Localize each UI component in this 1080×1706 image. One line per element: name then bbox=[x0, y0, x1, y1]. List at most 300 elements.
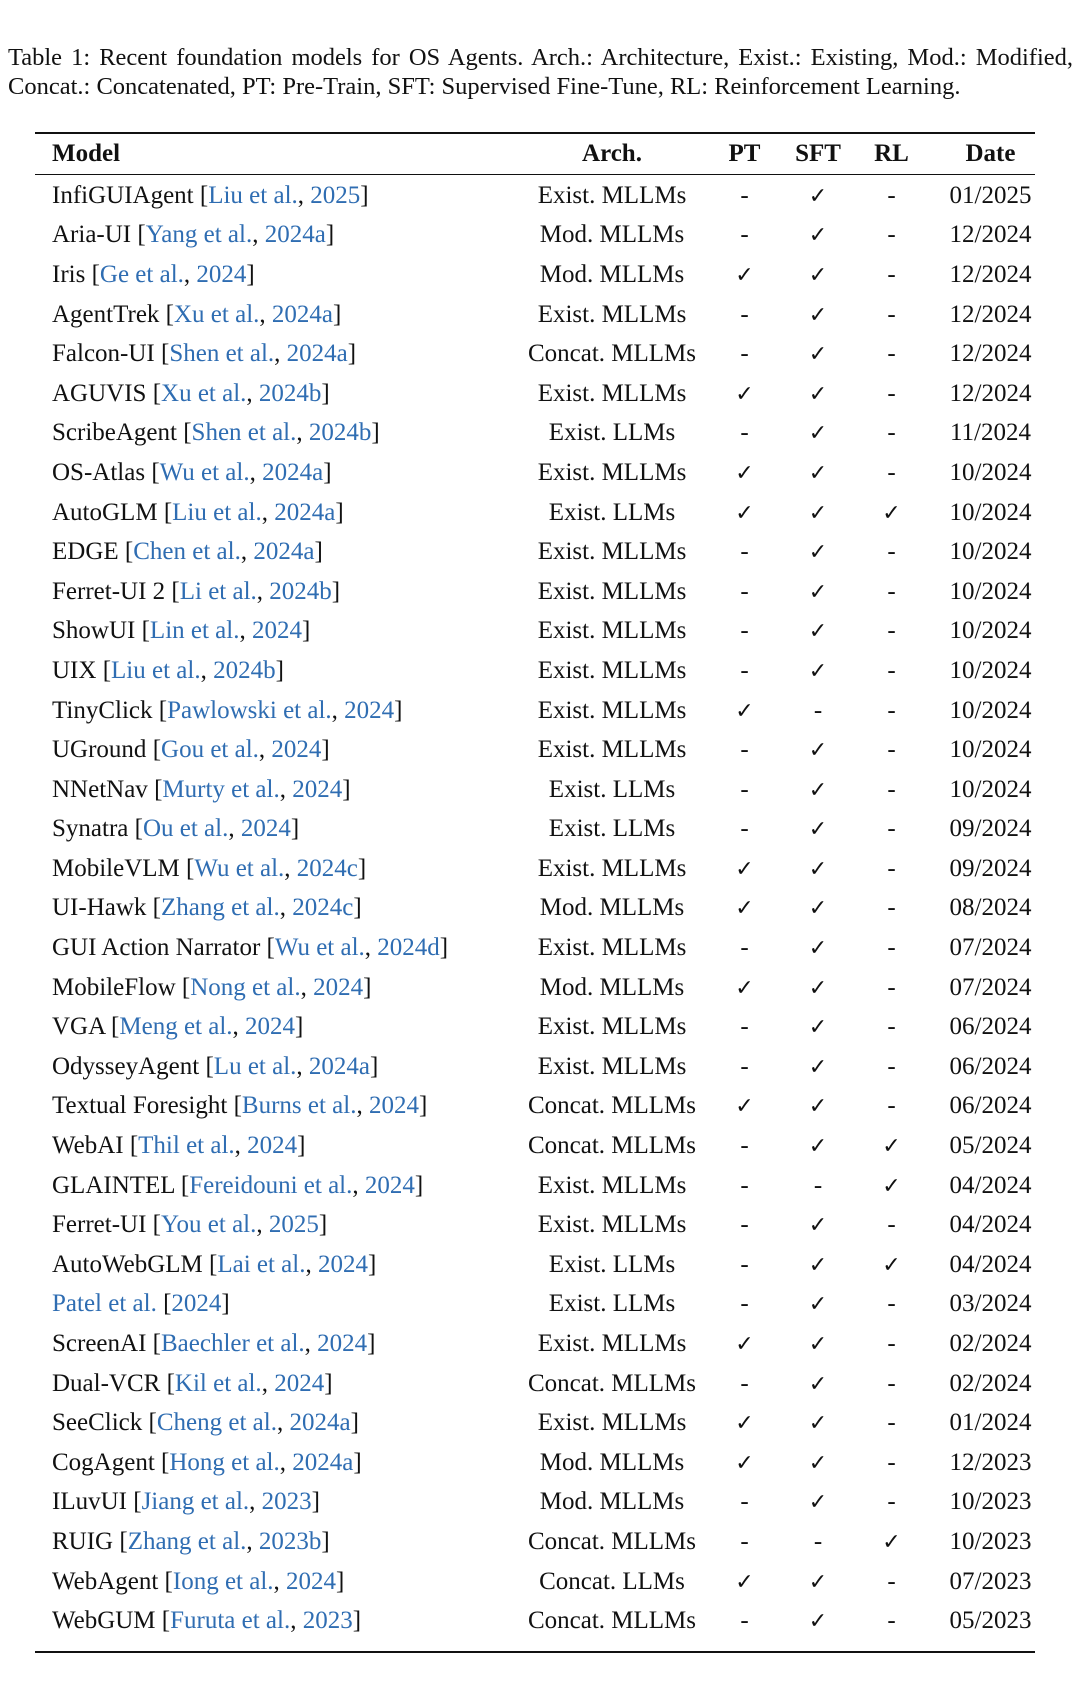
cell-rl bbox=[854, 1285, 929, 1325]
citation-link[interactable]: Gou et al. bbox=[161, 736, 259, 764]
dash-mark: - bbox=[887, 1567, 896, 1595]
cell-date bbox=[929, 810, 1052, 850]
citation-link[interactable]: Liu et al. bbox=[208, 181, 298, 209]
cell-arch-text: Exist. MLLMs bbox=[537, 854, 687, 882]
model-name: WebAgent bbox=[52, 1567, 159, 1595]
citation-link[interactable]: Thil et al. bbox=[138, 1132, 235, 1160]
cell-model: Ferret-UI 2 [Li et al., 2024b] bbox=[52, 577, 341, 605]
cell-rl bbox=[854, 849, 929, 889]
dash-mark: - bbox=[887, 973, 896, 1001]
checkmark-icon: ✓ bbox=[808, 1371, 828, 1397]
cell-date-text: 08/2024 bbox=[949, 894, 1032, 922]
cell-sft bbox=[782, 255, 854, 295]
citation-link[interactable]: Chen et al. bbox=[133, 538, 241, 566]
citation-year-link[interactable]: 2024 bbox=[317, 1330, 368, 1358]
cell-arch-text: Exist. MLLMs bbox=[537, 1171, 687, 1199]
citation-link[interactable]: Liu et al. bbox=[111, 656, 201, 684]
cell-arch bbox=[517, 691, 707, 731]
citation-link[interactable]: Lin et al. bbox=[149, 617, 240, 645]
citation-year-link[interactable]: 2024b bbox=[258, 379, 322, 407]
citation-year-link[interactable]: 2024 bbox=[292, 775, 343, 803]
dash-mark: - bbox=[887, 1448, 896, 1476]
cell-arch bbox=[517, 1087, 707, 1127]
cell-pt bbox=[707, 968, 782, 1008]
table-row bbox=[35, 1047, 1052, 1087]
table-row bbox=[35, 295, 1052, 335]
table-header-row bbox=[35, 134, 1052, 174]
dash-mark: - bbox=[887, 458, 896, 486]
cell-date-text: 12/2024 bbox=[949, 221, 1032, 249]
citation-year-link[interactable]: 2024a bbox=[262, 458, 324, 486]
cell-arch-text: Exist. LLMs bbox=[548, 775, 676, 803]
cell-date-text: 10/2024 bbox=[949, 538, 1032, 566]
model-name: UGround bbox=[52, 736, 147, 764]
citation-year-link[interactable]: 2024 bbox=[245, 1013, 296, 1041]
cell-rl bbox=[854, 1205, 929, 1245]
header-date: Date bbox=[965, 140, 1016, 167]
citation-link[interactable]: Hong et al. bbox=[169, 1448, 280, 1476]
checkmark-icon: ✓ bbox=[808, 1332, 828, 1358]
citation-year-link[interactable]: 2024b bbox=[213, 656, 276, 684]
cell-rl bbox=[854, 770, 929, 810]
cell-rl bbox=[854, 493, 929, 533]
table-row bbox=[35, 374, 1052, 414]
dash-mark: - bbox=[887, 221, 896, 249]
cell-arch bbox=[517, 651, 707, 691]
cell-rl bbox=[854, 730, 929, 770]
cell-pt bbox=[707, 1087, 782, 1127]
citation-link[interactable]: Lu et al. bbox=[213, 1052, 297, 1080]
cell-rl bbox=[854, 1522, 929, 1562]
cell-rl bbox=[854, 1562, 929, 1602]
cell-date-text: 10/2024 bbox=[949, 775, 1032, 803]
cell-arch-text: Exist. LLMs bbox=[548, 419, 676, 447]
cell-rl bbox=[854, 612, 929, 652]
cell-arch-text: Exist. LLMs bbox=[548, 815, 676, 843]
citation-link[interactable]: Yang et al. bbox=[145, 221, 253, 249]
cell-arch-text: Exist. MLLMs bbox=[537, 1052, 687, 1080]
citation-link[interactable]: Cheng et al. bbox=[156, 1409, 277, 1437]
cell-arch bbox=[517, 216, 707, 256]
cell-arch-text: Concat. MLLMs bbox=[527, 1132, 697, 1160]
cell-date bbox=[929, 1126, 1052, 1166]
citation-year-link[interactable]: 2024c bbox=[292, 894, 354, 922]
checkmark-icon: ✓ bbox=[735, 262, 754, 288]
cell-date bbox=[929, 1601, 1052, 1641]
model-name: GLAINTEL bbox=[52, 1171, 175, 1199]
citation-year-link[interactable]: 2024 bbox=[247, 1132, 298, 1160]
cell-pt bbox=[707, 1364, 782, 1404]
cell-date bbox=[929, 532, 1052, 572]
cell-model: Textual Foresight [Burns et al., 2024] bbox=[52, 1092, 428, 1120]
table-header-rule bbox=[35, 174, 1035, 175]
cell-arch bbox=[517, 1047, 707, 1087]
cell-date-text: 12/2024 bbox=[949, 379, 1032, 407]
citation-year-link[interactable]: 2024b bbox=[308, 419, 372, 447]
dash-mark: - bbox=[740, 656, 749, 684]
cell-date bbox=[929, 1007, 1052, 1047]
cell-model: WebGUM [Furuta et al., 2023] bbox=[52, 1607, 362, 1635]
citation-year-link[interactable]: 2024a bbox=[253, 538, 315, 566]
cell-arch-text: Concat. MLLMs bbox=[527, 1369, 697, 1397]
citation-year-link[interactable]: 2023 bbox=[261, 1488, 312, 1516]
cell-rl bbox=[854, 453, 929, 493]
citation-link[interactable]: Liu et al. bbox=[172, 498, 262, 526]
cell-pt bbox=[707, 414, 782, 454]
cell-arch bbox=[517, 730, 707, 770]
checkmark-icon: ✓ bbox=[735, 381, 754, 407]
citation-year-link[interactable]: 2024 bbox=[364, 1171, 415, 1199]
cell-sft bbox=[782, 334, 854, 374]
citation-link[interactable]: Xu et al. bbox=[174, 300, 260, 328]
dash-mark: - bbox=[887, 1369, 896, 1397]
table-row bbox=[35, 1285, 1052, 1325]
table-row bbox=[35, 1403, 1052, 1443]
citation-year-link[interactable]: 2023 bbox=[302, 1607, 353, 1635]
table-row bbox=[35, 414, 1052, 454]
dash-mark: - bbox=[887, 815, 896, 843]
table-row bbox=[35, 651, 1052, 691]
citation-year-link[interactable]: 2024 bbox=[240, 815, 291, 843]
citation-year-link[interactable]: 2024a bbox=[286, 340, 348, 368]
citation-link[interactable]: Lai et al. bbox=[217, 1250, 306, 1278]
cell-date bbox=[929, 612, 1052, 652]
cell-date bbox=[929, 770, 1052, 810]
model-name: WebGUM bbox=[52, 1607, 156, 1635]
citation-year-link[interactable]: 2024 bbox=[271, 736, 322, 764]
citation-link[interactable]: Wu et al. bbox=[274, 934, 365, 962]
citation-year-link[interactable]: 2024 bbox=[313, 973, 364, 1001]
cell-arch bbox=[517, 770, 707, 810]
citation-link[interactable]: Ge et al. bbox=[99, 260, 184, 288]
cell-pt bbox=[707, 1443, 782, 1483]
cell-sft bbox=[782, 1007, 854, 1047]
dash-mark: - bbox=[887, 736, 896, 764]
cell-arch-text: Mod. MLLMs bbox=[539, 894, 685, 922]
cell-rl bbox=[854, 1126, 929, 1166]
cell-arch bbox=[517, 1285, 707, 1325]
cell-sft bbox=[782, 295, 854, 335]
model-name: ScreenAI bbox=[52, 1330, 147, 1358]
cell-sft bbox=[782, 651, 854, 691]
cell-arch bbox=[517, 414, 707, 454]
cell-sft bbox=[782, 1087, 854, 1127]
table-row bbox=[35, 1126, 1052, 1166]
cell-pt bbox=[707, 1324, 782, 1364]
cell-date-text: 07/2023 bbox=[949, 1567, 1032, 1595]
header-model: Model bbox=[52, 140, 121, 167]
cell-rl bbox=[854, 1324, 929, 1364]
cell-arch-text: Exist. MLLMs bbox=[537, 934, 687, 962]
model-name: RUIG bbox=[52, 1527, 114, 1555]
citation-year-link[interactable]: 2024a bbox=[264, 221, 326, 249]
cell-sft bbox=[782, 1443, 854, 1483]
cell-sft bbox=[782, 174, 854, 216]
citation-link[interactable]: Meng et al. bbox=[119, 1013, 233, 1041]
cell-sft bbox=[782, 532, 854, 572]
citation-link[interactable]: Zhang et al. bbox=[161, 894, 280, 922]
table-row bbox=[35, 1483, 1052, 1523]
cell-sft bbox=[782, 928, 854, 968]
cell-pt bbox=[707, 928, 782, 968]
model-name: Aria-UI bbox=[52, 221, 132, 249]
citation-link[interactable]: Xu et al. bbox=[161, 379, 247, 407]
citation-link[interactable]: Li et al. bbox=[179, 577, 257, 605]
checkmark-icon: ✓ bbox=[882, 500, 901, 526]
cell-arch-text: Exist. LLMs bbox=[548, 1290, 676, 1318]
dash-mark: - bbox=[740, 221, 749, 249]
cell-sft bbox=[782, 1245, 854, 1285]
citation-year-link[interactable]: 2024 bbox=[196, 260, 247, 288]
dash-mark: - bbox=[813, 696, 823, 724]
citation-year-link[interactable]: 2024 bbox=[368, 1092, 419, 1120]
checkmark-icon: ✓ bbox=[808, 381, 828, 407]
checkmark-icon: ✓ bbox=[808, 738, 828, 764]
table-row bbox=[35, 770, 1052, 810]
cell-model: Ferret-UI [You et al., 2025] bbox=[52, 1211, 328, 1239]
cell-sft bbox=[782, 572, 854, 612]
cell-arch bbox=[517, 334, 707, 374]
cell-date-text: 09/2024 bbox=[949, 815, 1032, 843]
citation-link[interactable]: Wu et al. bbox=[194, 854, 285, 882]
cell-model: ScreenAI [Baechler et al., 2024] bbox=[52, 1330, 376, 1358]
cell-date bbox=[929, 453, 1052, 493]
cell-date bbox=[929, 1087, 1052, 1127]
dash-mark: - bbox=[740, 1132, 749, 1160]
table-row bbox=[35, 730, 1052, 770]
cell-arch-text: Concat. LLMs bbox=[539, 1567, 685, 1595]
dash-mark: - bbox=[887, 775, 896, 803]
citation-link[interactable]: Wu et al. bbox=[159, 458, 250, 486]
citation-link[interactable]: Burns et al. bbox=[241, 1092, 357, 1120]
cell-model: SeeClick [Cheng et al., 2024a] bbox=[52, 1409, 359, 1437]
citation-year-link[interactable]: 2024a bbox=[308, 1052, 371, 1080]
dash-mark: - bbox=[887, 1013, 896, 1041]
dash-mark: - bbox=[887, 617, 896, 645]
cell-arch bbox=[517, 1324, 707, 1364]
citation-year-link[interactable]: 2024 bbox=[286, 1567, 337, 1595]
citation-year-link[interactable]: 2024b bbox=[269, 577, 332, 605]
cell-date-text: 12/2024 bbox=[949, 260, 1032, 288]
cell-date bbox=[929, 1324, 1052, 1364]
model-name: TinyClick bbox=[52, 696, 153, 724]
cell-pt bbox=[707, 1007, 782, 1047]
cell-date bbox=[929, 1522, 1052, 1562]
checkmark-icon: ✓ bbox=[808, 1450, 828, 1476]
cell-date-text: 10/2024 bbox=[949, 458, 1032, 486]
cell-date bbox=[929, 374, 1052, 414]
citation-year-link[interactable]: 2024 bbox=[171, 1290, 222, 1318]
citation-year-link[interactable]: 2024a bbox=[289, 1409, 351, 1437]
cell-date bbox=[929, 1245, 1052, 1285]
checkmark-icon: ✓ bbox=[808, 1411, 828, 1437]
checkmark-icon: ✓ bbox=[808, 1094, 828, 1120]
table-row bbox=[35, 493, 1052, 533]
citation-link[interactable]: Patel et al. bbox=[52, 1290, 157, 1318]
cell-date-text: 06/2024 bbox=[949, 1092, 1032, 1120]
dash-mark: - bbox=[887, 1052, 896, 1080]
citation-year-link[interactable]: 2024a bbox=[292, 1448, 354, 1476]
table-row bbox=[35, 532, 1052, 572]
cell-rl bbox=[854, 174, 929, 216]
cell-arch-text: Concat. MLLMs bbox=[527, 1607, 697, 1635]
checkmark-icon: ✓ bbox=[735, 1411, 754, 1437]
cell-model: GUI Action Narrator [Wu et al., 2024d] bbox=[52, 934, 449, 962]
cell-pt bbox=[707, 849, 782, 889]
table-row bbox=[35, 1601, 1052, 1641]
citation-link[interactable]: Kil et al. bbox=[174, 1369, 262, 1397]
table-row bbox=[35, 889, 1052, 929]
cell-arch-text: Mod. MLLMs bbox=[539, 1488, 685, 1516]
citation-year-link[interactable]: 2024 bbox=[317, 1250, 368, 1278]
cell-rl bbox=[854, 216, 929, 256]
cell-pt bbox=[707, 1166, 782, 1206]
table-row bbox=[35, 849, 1052, 889]
citation-year-link[interactable]: 2025 bbox=[268, 1211, 319, 1239]
table-row bbox=[35, 255, 1052, 295]
dash-mark: - bbox=[887, 1488, 896, 1516]
citation-year-link[interactable]: 2025 bbox=[310, 181, 361, 209]
citation-link[interactable]: Pawlowski et al. bbox=[167, 696, 332, 724]
cell-arch bbox=[517, 1562, 707, 1602]
cell-rl bbox=[854, 374, 929, 414]
cell-sft bbox=[782, 770, 854, 810]
model-name: Iris bbox=[52, 260, 86, 288]
cell-pt bbox=[707, 612, 782, 652]
cell-pt bbox=[707, 691, 782, 731]
model-name: UI-Hawk bbox=[52, 894, 147, 922]
citation-link[interactable]: Ou et al. bbox=[142, 815, 229, 843]
cell-arch-text: Exist. LLMs bbox=[548, 498, 676, 526]
checkmark-icon: ✓ bbox=[808, 1569, 828, 1595]
citation-link[interactable]: You et al. bbox=[160, 1211, 257, 1239]
dash-mark: - bbox=[740, 1290, 749, 1318]
cell-date bbox=[929, 928, 1052, 968]
model-name: AGUVIS bbox=[52, 379, 147, 407]
citation-link[interactable]: Baechler et al. bbox=[160, 1330, 305, 1358]
model-name: CogAgent bbox=[52, 1448, 155, 1476]
citation-link[interactable]: Furuta et al. bbox=[170, 1607, 291, 1635]
checkmark-icon: ✓ bbox=[808, 1252, 828, 1278]
cell-date bbox=[929, 730, 1052, 770]
cell-model: ILuvUI [Jiang et al., 2023] bbox=[52, 1488, 320, 1516]
cell-sft bbox=[782, 1126, 854, 1166]
dash-mark: - bbox=[740, 1013, 749, 1041]
cell-arch bbox=[517, 889, 707, 929]
dash-mark: - bbox=[887, 696, 896, 724]
citation-year-link[interactable]: 2023b bbox=[258, 1527, 322, 1555]
table-row bbox=[35, 1364, 1052, 1404]
model-name: MobileVLM bbox=[52, 854, 180, 882]
cell-date bbox=[929, 1205, 1052, 1245]
cell-date-text: 11/2024 bbox=[949, 419, 1032, 447]
table-row bbox=[35, 691, 1052, 731]
cell-date-text: 10/2024 bbox=[949, 656, 1032, 684]
cell-date bbox=[929, 1364, 1052, 1404]
cell-arch-text: Concat. MLLMs bbox=[527, 1527, 697, 1555]
checkmark-icon: ✓ bbox=[808, 302, 828, 328]
header-pt: PT bbox=[728, 140, 761, 167]
model-name: ShowUI bbox=[52, 617, 136, 645]
cell-model: Aria-UI [Yang et al., 2024a] bbox=[52, 221, 335, 249]
model-name: Dual-VCR bbox=[52, 1369, 161, 1397]
cell-date bbox=[929, 889, 1052, 929]
dash-mark: - bbox=[740, 1369, 749, 1397]
checkmark-icon: ✓ bbox=[808, 183, 828, 209]
model-name: ScribeAgent bbox=[52, 419, 177, 447]
cell-rl bbox=[854, 1601, 929, 1641]
citation-year-link[interactable]: 2024c bbox=[296, 854, 358, 882]
cell-pt bbox=[707, 216, 782, 256]
cell-date-text: 09/2024 bbox=[949, 854, 1032, 882]
cell-date-text: 03/2024 bbox=[949, 1290, 1032, 1318]
citation-year-link[interactable]: 2024d bbox=[377, 934, 440, 962]
citation-year-link[interactable]: 2024a bbox=[271, 300, 333, 328]
cell-rl bbox=[854, 295, 929, 335]
cell-arch-text: Exist. MLLMs bbox=[537, 300, 687, 328]
table-row bbox=[35, 612, 1052, 652]
cell-arch-text: Exist. MLLMs bbox=[537, 656, 687, 684]
cell-sft bbox=[782, 612, 854, 652]
cell-date bbox=[929, 968, 1052, 1008]
dash-mark: - bbox=[887, 260, 896, 288]
checkmark-icon: ✓ bbox=[735, 500, 754, 526]
citation-year-link[interactable]: 2024 bbox=[251, 617, 302, 645]
citation-link[interactable]: Shen et al. bbox=[169, 340, 275, 368]
checkmark-icon: ✓ bbox=[808, 1213, 828, 1239]
citation-link[interactable]: Zhang et al. bbox=[127, 1527, 247, 1555]
dash-mark: - bbox=[740, 617, 749, 645]
dash-mark: - bbox=[887, 1092, 896, 1120]
cell-model: VGA [Meng et al., 2024] bbox=[52, 1013, 304, 1041]
table-row bbox=[35, 928, 1052, 968]
cell-date-text: 12/2024 bbox=[949, 340, 1032, 368]
citation-link[interactable]: Fereidouni et al. bbox=[189, 1171, 353, 1199]
citation-link[interactable]: Iong et al. bbox=[172, 1567, 274, 1595]
cell-date bbox=[929, 255, 1052, 295]
citation-year-link[interactable]: 2024 bbox=[274, 1369, 325, 1397]
dash-mark: - bbox=[887, 340, 896, 368]
cell-sft bbox=[782, 1483, 854, 1523]
model-name: SeeClick bbox=[52, 1409, 143, 1437]
cell-arch bbox=[517, 1166, 707, 1206]
model-name: VGA bbox=[52, 1013, 105, 1041]
citation-link[interactable]: Nong et al. bbox=[190, 973, 301, 1001]
cell-arch-text: Concat. MLLMs bbox=[527, 1092, 697, 1120]
cell-model: NNetNav [Murty et al., 2024] bbox=[52, 775, 351, 803]
cell-pt bbox=[707, 1245, 782, 1285]
cell-rl bbox=[854, 1007, 929, 1047]
table-row bbox=[35, 1087, 1052, 1127]
dash-mark: - bbox=[887, 300, 896, 328]
cell-sft bbox=[782, 1324, 854, 1364]
citation-year-link[interactable]: 2024a bbox=[274, 498, 336, 526]
cell-sft bbox=[782, 1285, 854, 1325]
citation-link[interactable]: Shen et al. bbox=[191, 419, 297, 447]
dash-mark: - bbox=[887, 1330, 896, 1358]
citation-link[interactable]: Murty et al. bbox=[162, 775, 280, 803]
cell-rl bbox=[854, 1483, 929, 1523]
dash-mark: - bbox=[887, 1290, 896, 1318]
citation-year-link[interactable]: 2024 bbox=[344, 696, 395, 724]
cell-sft bbox=[782, 1562, 854, 1602]
model-name: AgentTrek bbox=[52, 300, 160, 328]
cell-rl bbox=[854, 651, 929, 691]
dash-mark: - bbox=[740, 1488, 749, 1516]
cell-pt bbox=[707, 730, 782, 770]
cell-date bbox=[929, 1562, 1052, 1602]
citation-link[interactable]: Jiang et al. bbox=[141, 1488, 250, 1516]
